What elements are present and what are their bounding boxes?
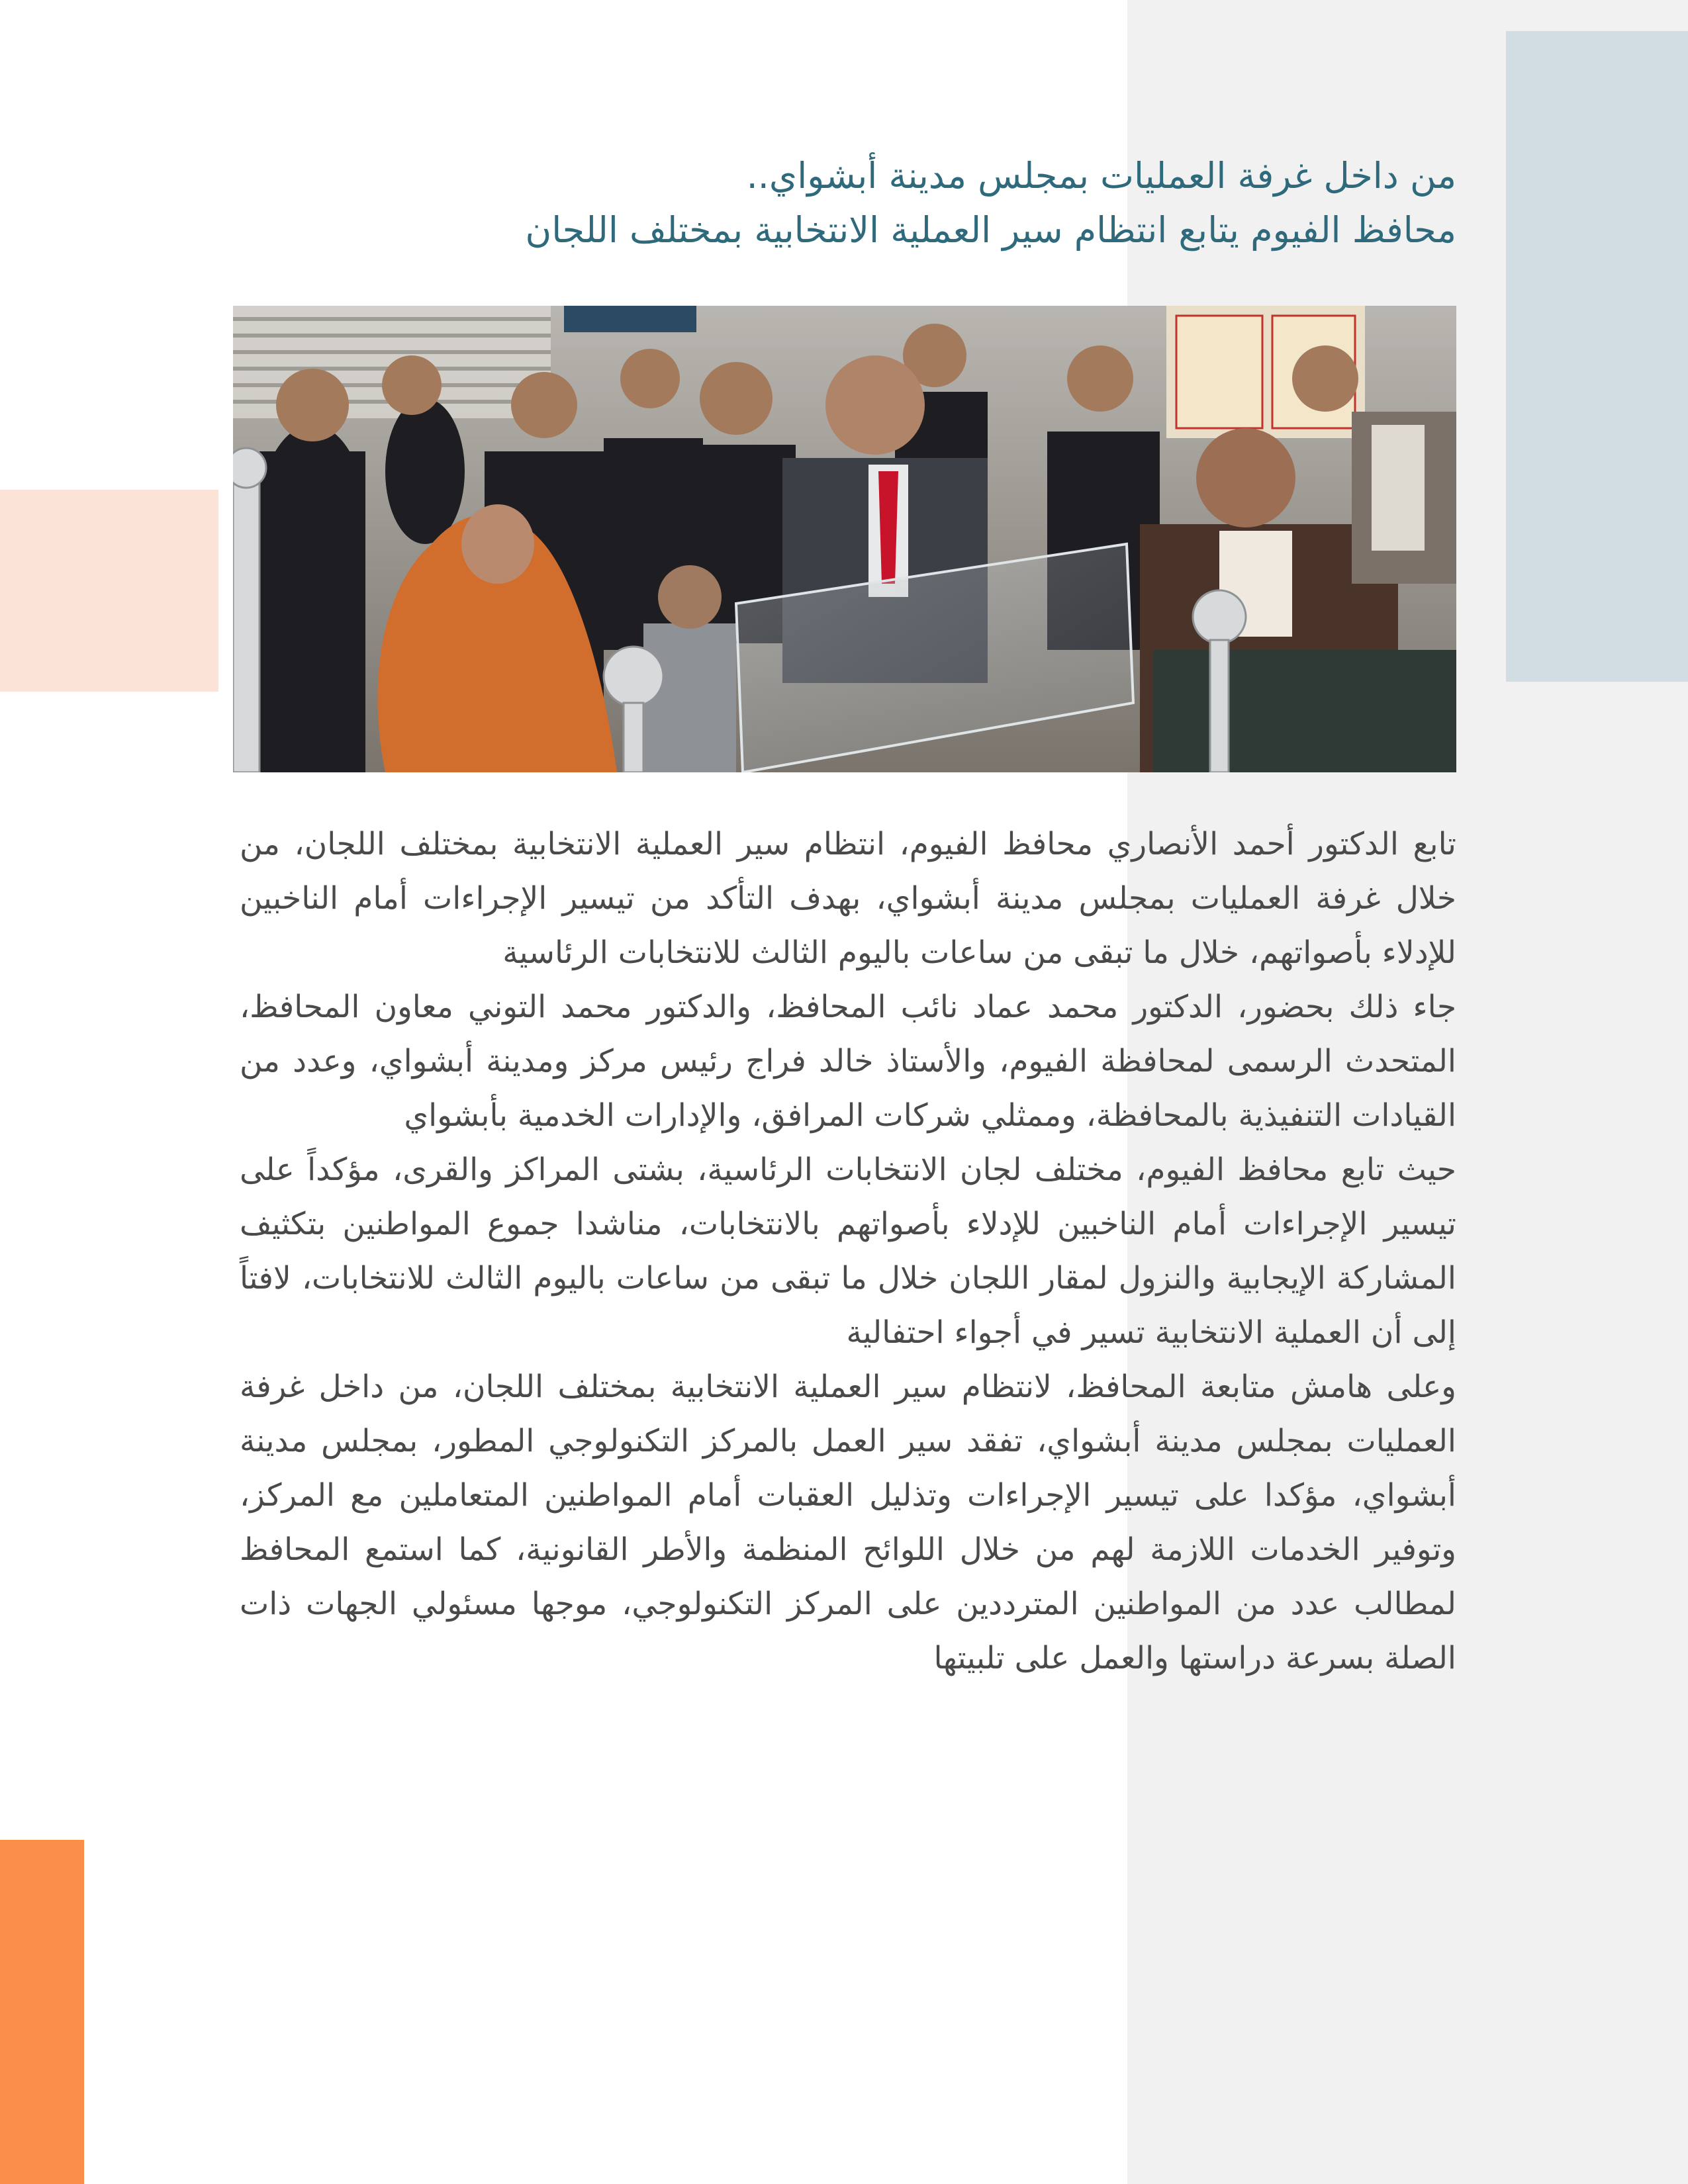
article-paragraph-1: تابع الدكتور أحمد الأنصاري محافظ الفيوم، انتظام سير العملية الانتخابية بمختلف اللجان، من خلال غرفة العمليات بمجلس مدينة أبشواي، بهدف التأكد من تيسير الإجراءات أمام الناخبين للإدلاء بأصواتهم، خلال ما تبقى من ساعات باليوم الثالث للانتخابات الرئاسية bbox=[240, 826, 1456, 971]
article-paragraph-4: وعلى هامش متابعة المحافظ، لانتظام سير العملية الانتخابية بمختلف اللجان، من داخل غرفة العمليات بمجلس مدينة أبشواي، تفقد سير العمل بالمركز التكنولوجي المطور، بمجلس مدينة أبشواي، مؤكدا على تيسير الإجراءات وتذليل العقبات أمام المواطنين المتعاملين مع المركز، وتوفير الخدمات اللازمة لهم من خلال اللوائح المنظمة والأطر القانونية، كما استمع المحافظ لمطالب عدد من المواطنين المترددين على المركز التكنولوجي، موجها مسئولي الجهات ذات الصلة بسرعة دراستها والعمل على تلبيتها bbox=[240, 1369, 1456, 1676]
article-body bbox=[240, 817, 1456, 1686]
title-line-2: محافظ الفيوم يتابع انتظام سير العملية الانتخابية بمختلف اللجان bbox=[525, 209, 1456, 251]
decorative-orange-block bbox=[0, 1840, 84, 2184]
decorative-blue-block bbox=[1506, 31, 1688, 682]
decorative-peach-block bbox=[0, 490, 218, 692]
article-title bbox=[238, 149, 1456, 257]
article-paragraph-2: جاء ذلك بحضور، الدكتور محمد عماد نائب المحافظ، والدكتور محمد التوني معاون المحافظ، المتحدث الرسمى لمحافظة الفيوم، والأستاذ خالد فراج رئيس مركز ومدينة أبشواي، وعدد من القيادات التنفيذية بالمحافظة، وممثلي شركات المرافق، والإدارات الخدمية بأبشواي bbox=[240, 989, 1456, 1134]
governor-visit-photo bbox=[233, 306, 1456, 772]
title-line-1: من داخل غرفة العمليات بمجلس مدينة أبشواي.. bbox=[746, 155, 1456, 197]
article-paragraph-3: حيث تابع محافظ الفيوم، مختلف لجان الانتخابات الرئاسية، بشتى المراكز والقرى، مؤكداً على تيسير الإجراءات أمام الناخبين للإدلاء بأصواتهم بالانتخابات، مناشدا جموع المواطنين بتكثيف المشاركة الإيجابية والنزول لمقار اللجان خلال ما تبقى من ساعات باليوم الثالث للانتخابات، لافتاً إلى أن العملية الانتخابية تسير في أجواء احتفالية bbox=[240, 1152, 1456, 1351]
